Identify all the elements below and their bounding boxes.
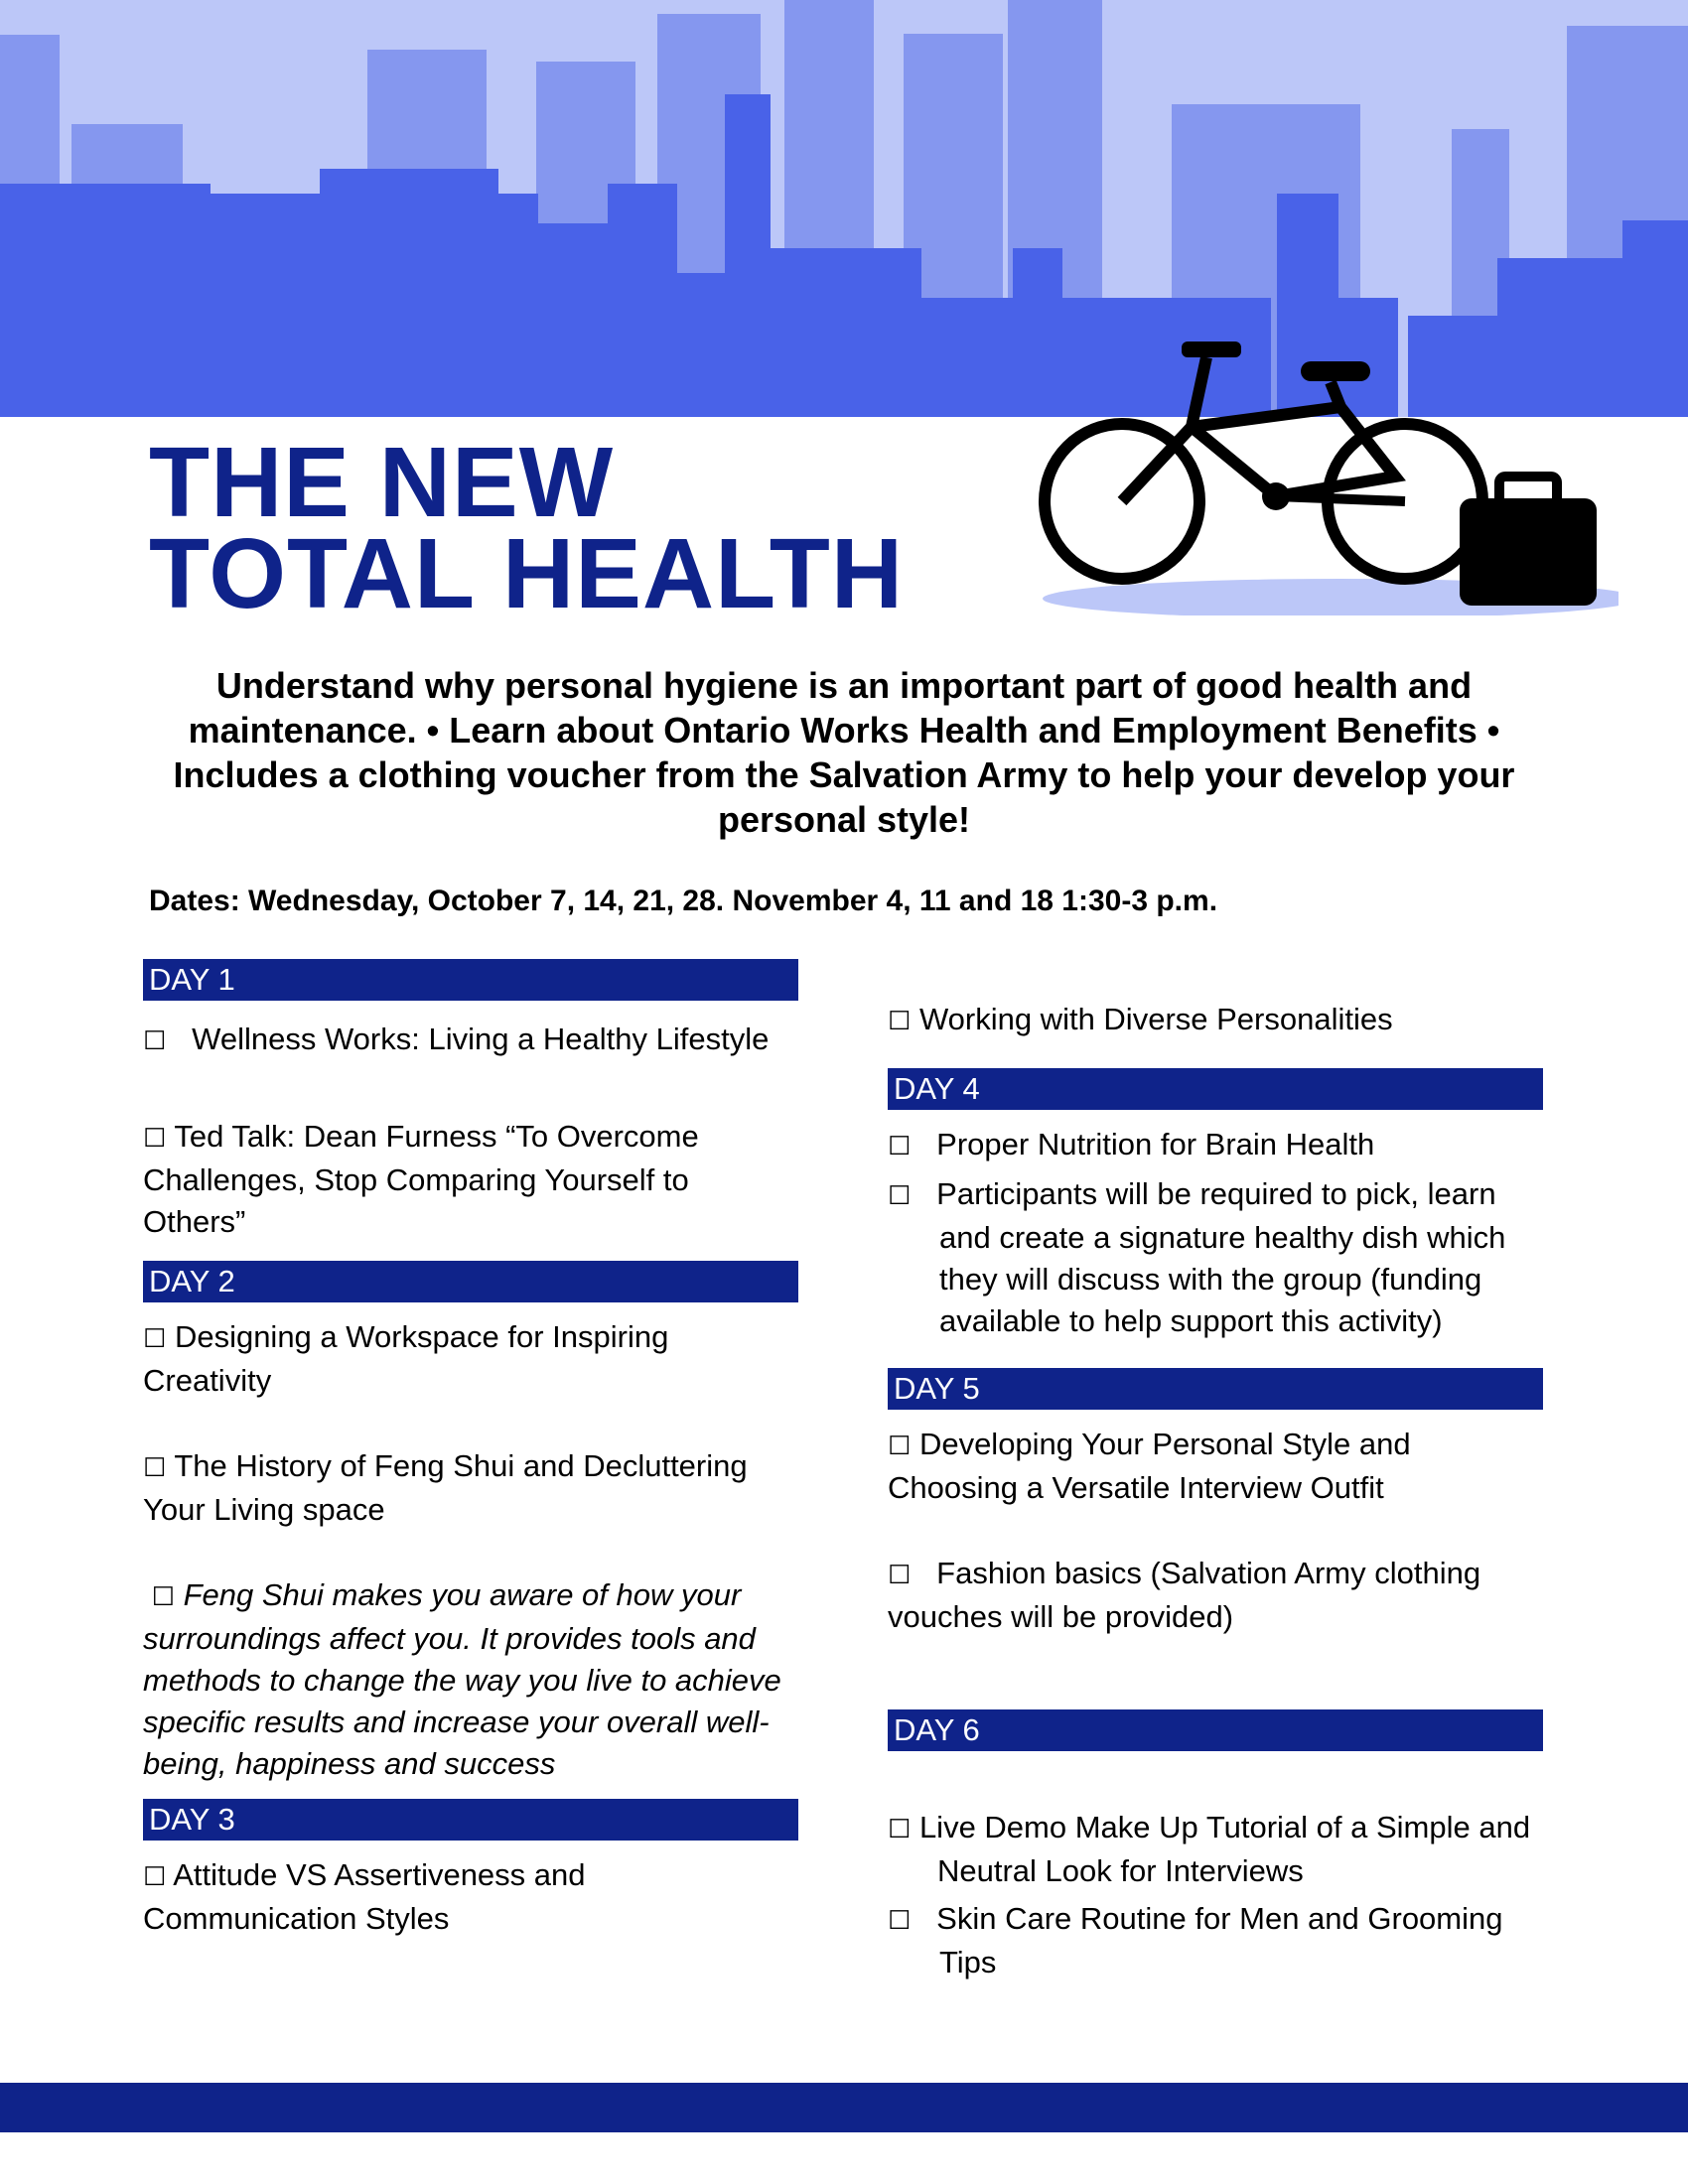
day5-item-1-text: Developing Your Personal Style and Choosing a Versatile Interview Outfit bbox=[888, 1427, 1411, 1505]
day2-item-1-text: Designing a Workspace for Inspiring Creativity bbox=[143, 1319, 669, 1398]
checkbox-icon[interactable]: ☐ bbox=[888, 1181, 912, 1211]
day4-item-1 bbox=[888, 1124, 1543, 1167]
day5-item-2 bbox=[888, 1553, 1543, 1638]
day2-item-3 bbox=[143, 1574, 798, 1785]
checkbox-icon[interactable]: ☐ bbox=[888, 1561, 912, 1590]
checkbox-icon[interactable]: ☐ bbox=[888, 1432, 912, 1461]
day4-item-2-text: Participants will be required to pick, learn and create a signature healthy dish which they will discuss with the group (funding available to help support this activity) bbox=[936, 1176, 1506, 1338]
title-line-2: TOTAL HEALTH bbox=[149, 518, 905, 629]
day6-item-1 bbox=[888, 1807, 1543, 1892]
day3-item-1 bbox=[143, 1854, 798, 1940]
day3-item-1-text: Attitude VS Assertiveness and Communication Styles bbox=[143, 1857, 586, 1936]
checkbox-icon[interactable]: ☐ bbox=[151, 1582, 175, 1612]
day3-item-2 bbox=[888, 999, 1543, 1042]
checkbox-icon[interactable]: ☐ bbox=[888, 1815, 912, 1844]
checkbox-icon[interactable]: ☐ bbox=[888, 1007, 912, 1036]
day1-header: DAY 1 bbox=[143, 959, 798, 1001]
title-line-1: THE NEW bbox=[149, 427, 615, 538]
day1-item-2 bbox=[143, 1116, 798, 1243]
intro-text: Understand why personal hygiene is an important part of good health and maintenance. • Learn about Ontario Works Health and Employment Benefits • Includes a clothing voucher from the Salvation Army to help your develop your personal style! bbox=[173, 665, 1515, 840]
day3-header: DAY 3 bbox=[143, 1799, 798, 1841]
day2-item-3-text: Feng Shui makes you aware of how your surroundings affect you. It provides tools and methods to change the way you live to achieve specific results and increase your overall well-being, happiness and success bbox=[143, 1577, 781, 1781]
bicycle-icon bbox=[1045, 357, 1482, 579]
checkbox-icon[interactable]: ☐ bbox=[143, 1453, 167, 1483]
footer-bar bbox=[0, 2083, 1688, 2132]
day1-item-1-text: Wellness Works: Living a Healthy Lifestyle bbox=[192, 1022, 770, 1056]
checkbox-icon[interactable]: ☐ bbox=[888, 1906, 912, 1936]
day6-header: DAY 6 bbox=[888, 1709, 1543, 1751]
day2-header: DAY 2 bbox=[143, 1261, 798, 1302]
day5-item-1 bbox=[888, 1424, 1543, 1509]
day6-item-2 bbox=[888, 1898, 1543, 1983]
dates-line: Dates: Wednesday, October 7, 14, 21, 28. November 4, 11 and 18 1:30-3 p.m. bbox=[149, 885, 1218, 917]
left-column bbox=[143, 959, 798, 1940]
day2-item-2-text: The History of Feng Shui and Decluttering Your Living space bbox=[143, 1448, 748, 1527]
day6-item-1-text: Live Demo Make Up Tutorial of a Simple and Neutral Look for Interviews bbox=[918, 1810, 1531, 1888]
day6-item-2-text: Skin Care Routine for Men and Grooming Tips bbox=[936, 1901, 1503, 1979]
day5-header: DAY 5 bbox=[888, 1368, 1543, 1410]
day2-item-1 bbox=[143, 1316, 798, 1402]
day4-item-2 bbox=[888, 1173, 1543, 1342]
day5-item-2-text: Fashion basics (Salvation Army clothing vouches will be provided) bbox=[888, 1556, 1481, 1634]
checkbox-icon[interactable]: ☐ bbox=[143, 1862, 167, 1892]
checkbox-icon[interactable]: ☐ bbox=[143, 1324, 167, 1354]
right-column bbox=[888, 999, 1543, 1983]
checkbox-icon[interactable]: ☐ bbox=[143, 1124, 167, 1154]
bicycle-briefcase-illustration bbox=[1003, 318, 1618, 615]
checkbox-icon[interactable]: ☐ bbox=[143, 1026, 167, 1056]
day4-header: DAY 4 bbox=[888, 1068, 1543, 1110]
day4-item-1-text: Proper Nutrition for Brain Health bbox=[936, 1127, 1375, 1161]
day1-item-2-text: Ted Talk: Dean Furness “To Overcome Challenges, Stop Comparing Yourself to Others” bbox=[143, 1119, 699, 1239]
checkbox-icon[interactable]: ☐ bbox=[888, 1132, 912, 1161]
page-title bbox=[149, 427, 905, 629]
day2-item-2 bbox=[143, 1445, 798, 1531]
day1-item-1 bbox=[143, 1019, 798, 1062]
day3-item-2-text: Working with Diverse Personalities bbox=[918, 1002, 1393, 1036]
